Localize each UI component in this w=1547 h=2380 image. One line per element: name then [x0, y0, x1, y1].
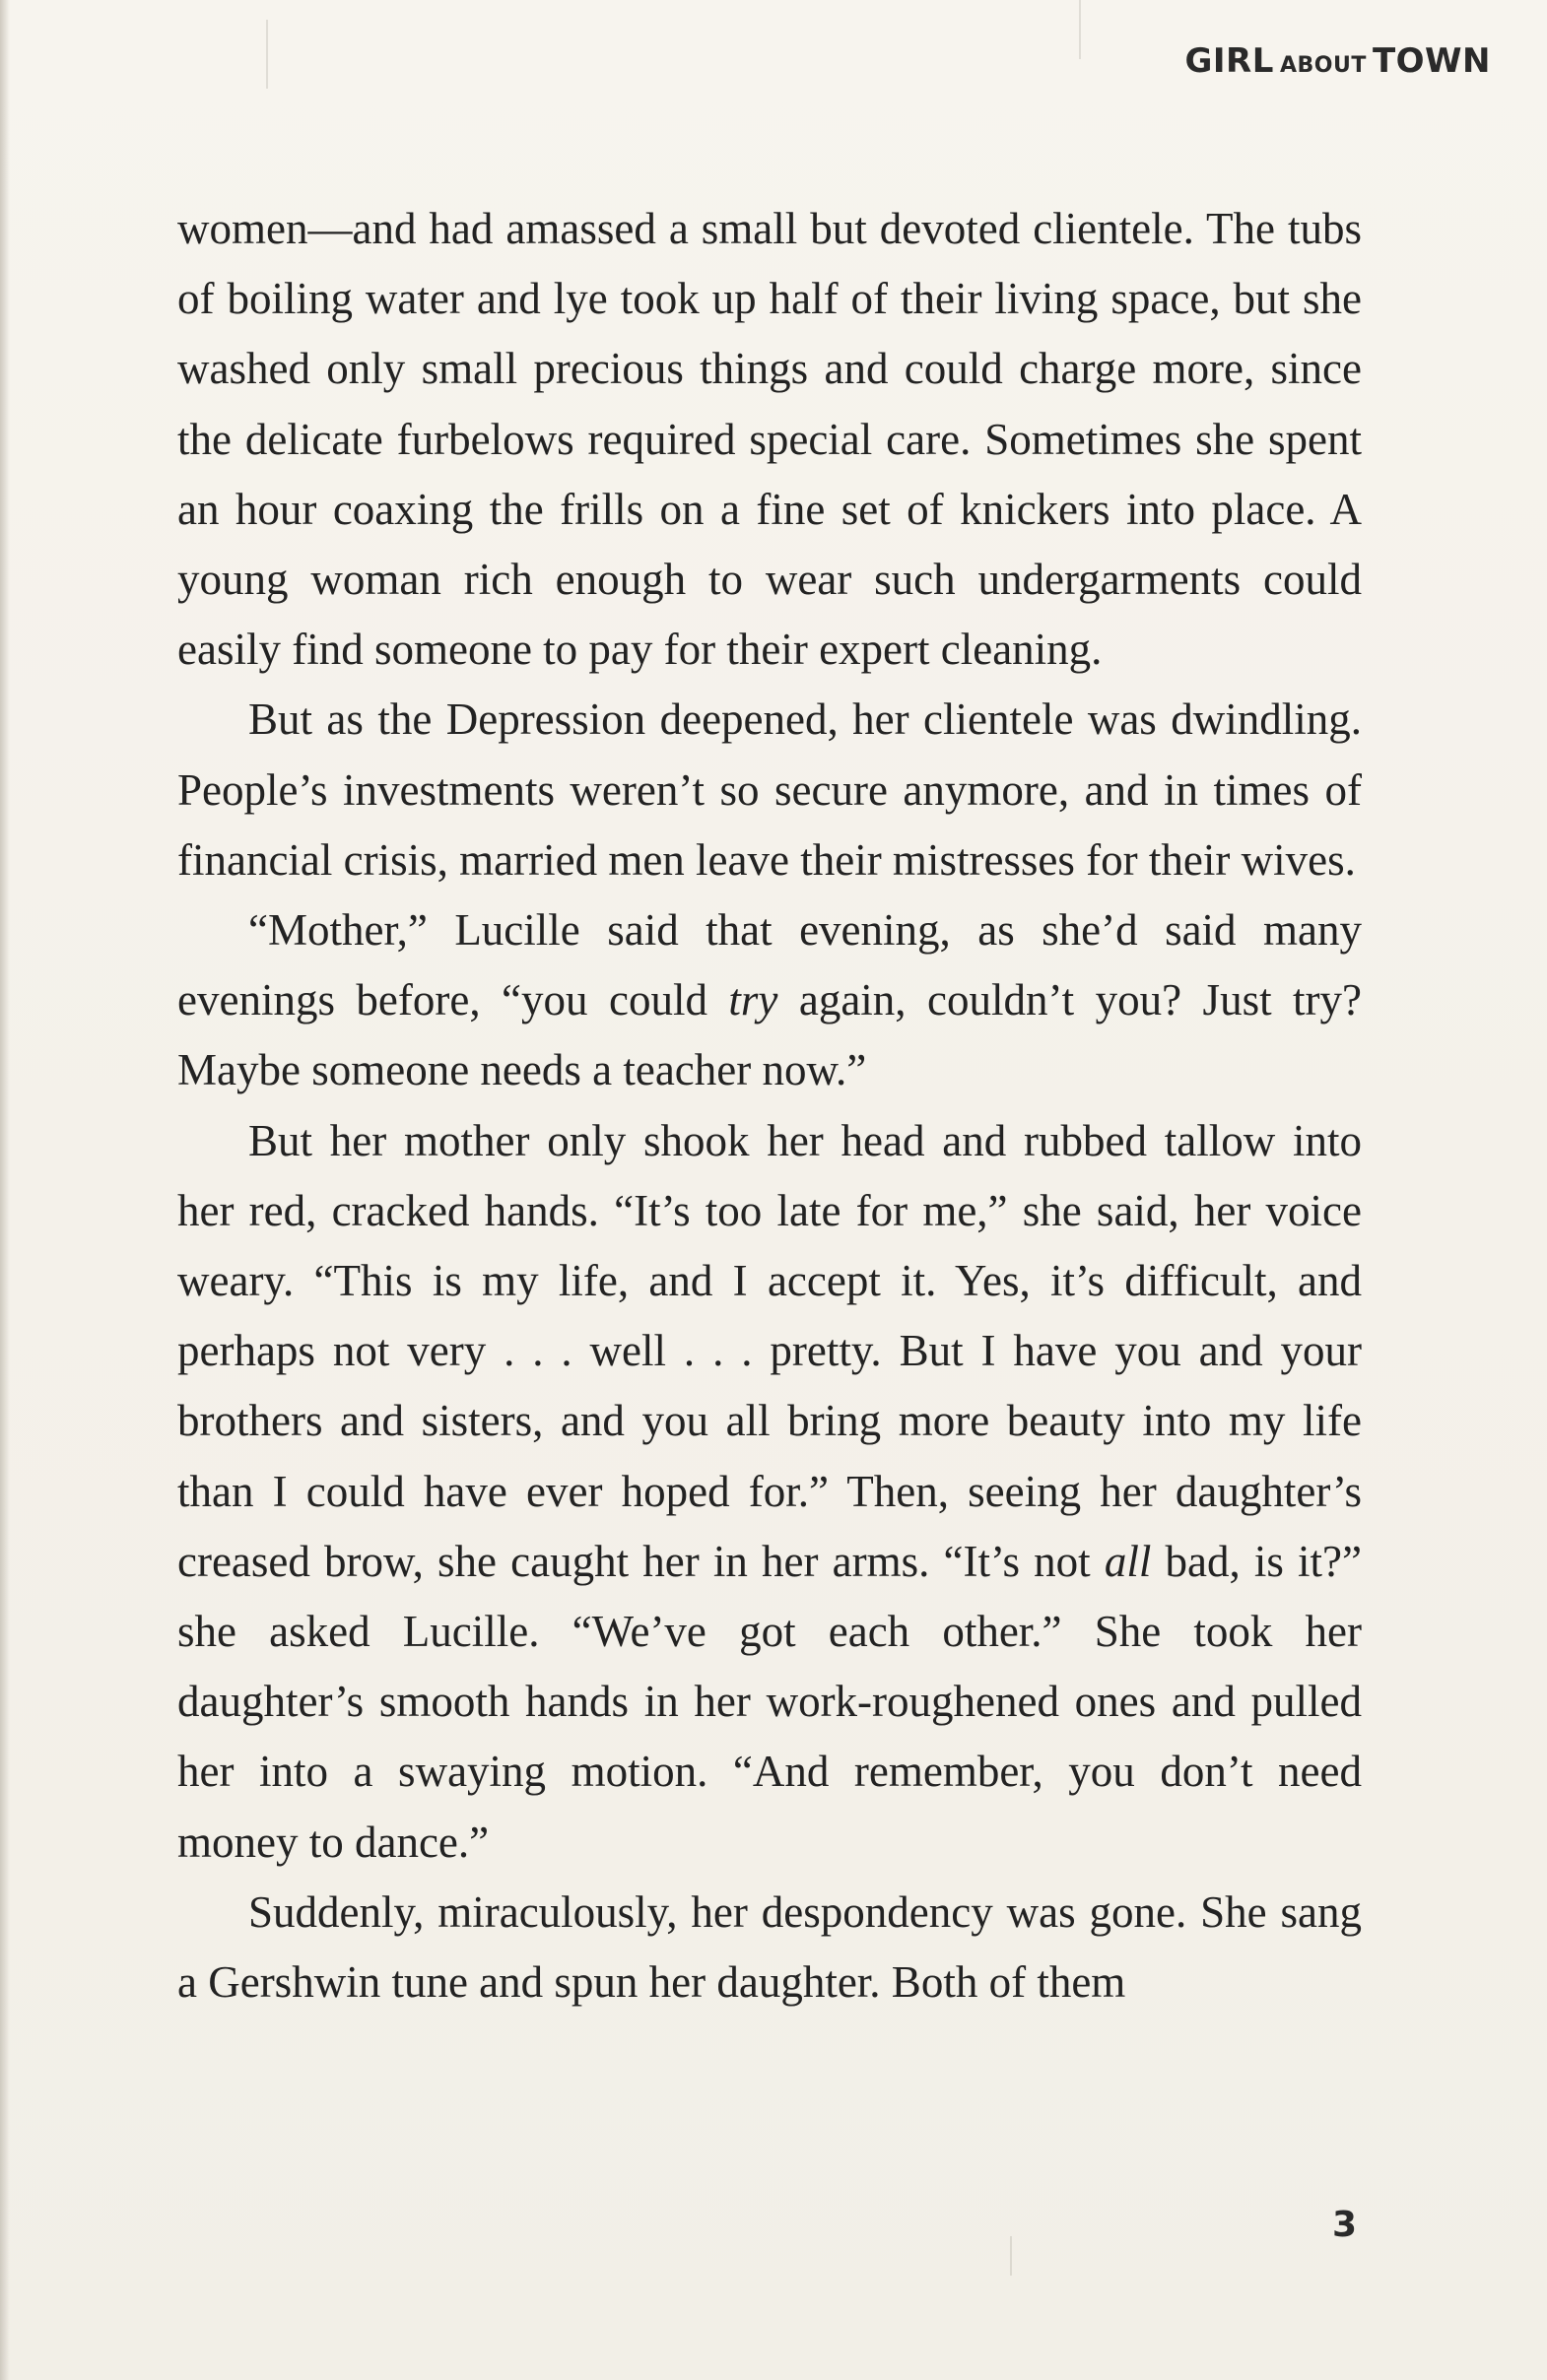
- running-head: [1185, 41, 1492, 81]
- paragraph-4: [177, 1106, 1362, 1878]
- text-run: “Mother,” Lucille said that evening, as she’d said many evenings before, “you could: [177, 905, 1362, 1025]
- text-run: But as the Depression deepened, her clientele was dwindling. People’s investments weren’t so secure anymore, and in times of financial crisis, married men leave their mistresses for their wives.: [177, 694, 1362, 885]
- running-head-town: TOWN: [1372, 41, 1491, 81]
- italic-text-run: all: [1104, 1536, 1152, 1586]
- paragraph-5: [177, 1878, 1362, 2017]
- scan-crease-mark: [1079, 0, 1081, 59]
- scan-crease-mark: [1010, 2236, 1012, 2276]
- paragraph-1: [177, 194, 1362, 685]
- running-head-about: ABOUT: [1279, 53, 1367, 78]
- paragraph-2: [177, 685, 1362, 895]
- running-head-girl: GIRL: [1184, 41, 1274, 81]
- text-run: But her mother only shook her head and rubbed tallow into her red, cracked hands. “It’s too late for me,” she said, her voice weary. “This is my life, and I accept it. Yes, it’s difficult, and perhaps not very . . . well . . . pretty. But I have you and your brothers and sisters, and you all bring more beauty into my life than I could have ever hoped for.” Then, seeing her daughter’s creased brow, she caught her in her arms. “It’s not: [177, 1115, 1362, 1586]
- italic-text-run: try: [728, 975, 778, 1025]
- body-text: [177, 194, 1362, 2017]
- text-run: Suddenly, miraculously, her despondency was gone. She sang a Gershwin tune and spun her daughter. Both of them: [177, 1886, 1362, 2008]
- text-run: bad, is it?” she asked Lucille. “We’ve got each other.” She took her daughter’s smooth hands in her work-roughened ones and pulled her into a swaying motion. “And remember, you don’t need money to dance.”: [177, 1536, 1362, 1867]
- text-run: women—and had amassed a small but devoted clientele. The tubs of boiling water and lye took up half of their living space, but she washed only small precious things and could charge more, since the delicate furbelows required special care. Sometimes she spent an hour coaxing the frills on a fine set of knickers into place. A young woman rich enough to wear such undergarments could easily find someone to pay for their expert cleaning.: [177, 204, 1362, 675]
- scan-crease-mark: [266, 20, 268, 89]
- paragraph-3: [177, 895, 1362, 1106]
- page-number: 3: [1331, 2205, 1357, 2245]
- text-run: again, couldn’t you? Just try? Maybe someone needs a teacher now.”: [177, 975, 1362, 1095]
